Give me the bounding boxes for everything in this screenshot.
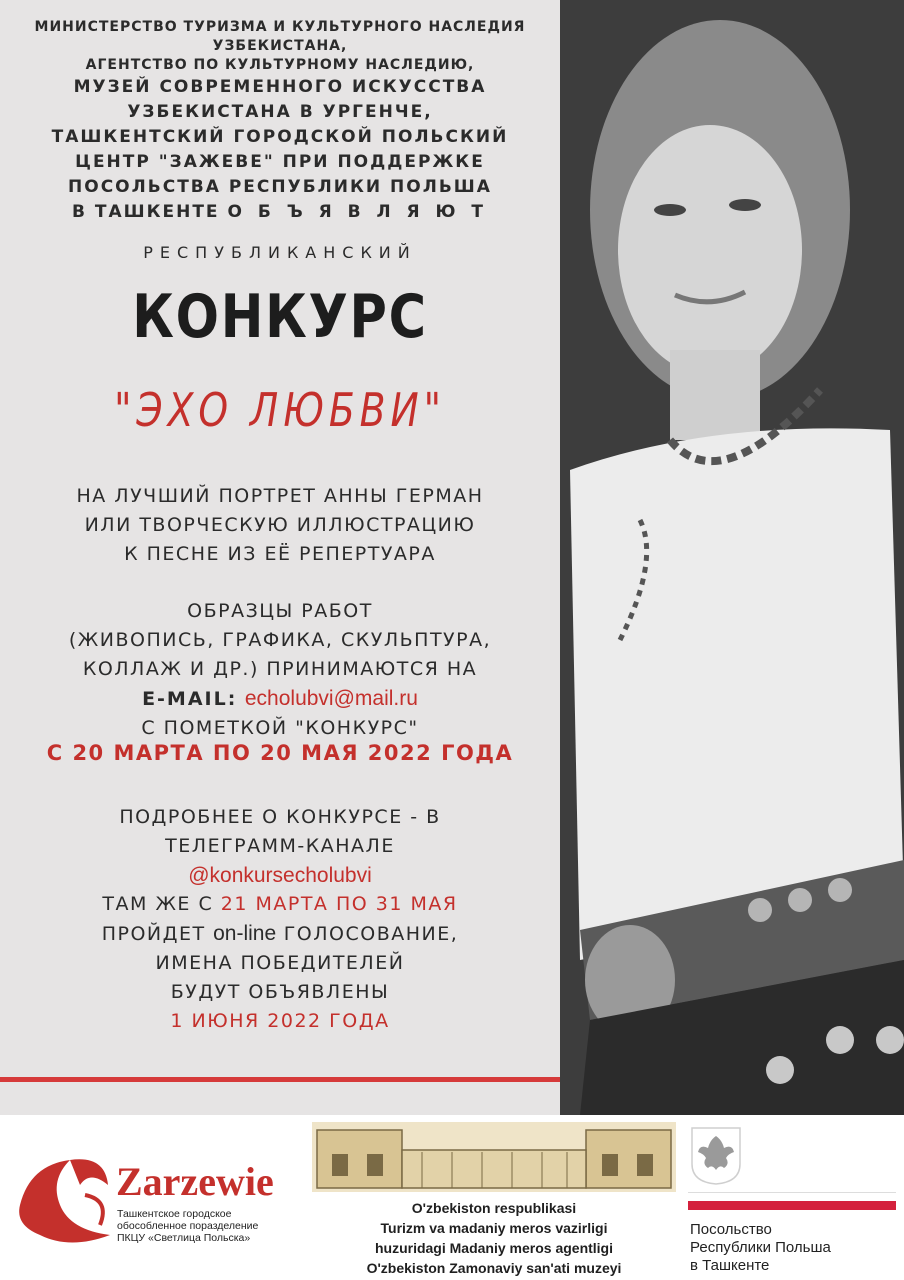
- zarzewie-desc-line: обособленное поразделение: [117, 1220, 259, 1232]
- embassy-line: в Ташкенте: [690, 1257, 770, 1274]
- museum-building-icon: [312, 1122, 676, 1192]
- voting-text: ПРОЙДЕТ: [101, 923, 214, 945]
- contest-description: [0, 482, 560, 569]
- lead-line: ИЛИ ТВОРЧЕСКУЮ ИЛЛЮСТРАЦИЮ: [84, 514, 476, 536]
- embassy-line: Посольство: [690, 1221, 772, 1238]
- museum-line: huzuridagi Madaniy meros agentligi: [374, 1240, 614, 1256]
- museum-line: O'zbekiston respublikasi: [411, 1200, 577, 1216]
- divider-line: [0, 1077, 560, 1082]
- voting-dates-line: [0, 890, 560, 919]
- more-info: [0, 803, 560, 1007]
- more-line: ПОДРОБНЕЕ О КОНКУРСЕ - В: [119, 806, 441, 828]
- voting-text: ГОЛОСОВАНИЕ,: [276, 923, 459, 945]
- more-line: ТЕЛЕГРАММ-КАНАЛЕ: [165, 835, 395, 857]
- embassy-line: Республики Польша: [690, 1239, 831, 1256]
- org-line: ПОСОЛЬСТВА РЕСПУБЛИКИ ПОЛЬША: [68, 177, 492, 197]
- contest-title: КОНКУРС: [132, 282, 428, 352]
- email-label: E-MAIL:: [142, 688, 238, 710]
- lead-line: К ПЕСНЕ ИЗ ЕЁ РЕПЕРТУАРА: [124, 543, 436, 565]
- lead-line: НА ЛУЧШИЙ ПОРТРЕТ АННЫ ГЕРМАН: [76, 485, 484, 507]
- mark-note: С ПОМЕТКОЙ "КОНКУРС": [141, 717, 419, 739]
- more-line: ИМЕНА ПОБЕДИТЕЛЕЙ: [155, 952, 405, 974]
- org-line: АГЕНТСТВО ПО КУЛЬТУРНОМУ НАСЛЕДИЮ,: [85, 57, 475, 73]
- submission-info: [0, 597, 560, 743]
- samples-line: КОЛЛАЖ И ДР.) ПРИНИМАЮТСЯ НА: [82, 658, 478, 680]
- zarzewie-desc-line: Ташкентское городское: [117, 1208, 232, 1220]
- email-line: [0, 684, 560, 714]
- winners-date: 1 ИЮНЯ 2022 ГОДА: [170, 1010, 390, 1032]
- announce-word: О Б Ъ Я В Л Я Ю Т: [227, 202, 489, 222]
- museum-line: O'zbekiston Zamonaviy san'ati muzeyi: [366, 1260, 622, 1276]
- kicker: РЕСПУБЛИКАНСКИЙ: [143, 243, 417, 262]
- more-line: БУДУТ ОБЪЯВЛЕНЫ: [170, 981, 390, 1003]
- org-line: В ТАШКЕНТЕ: [71, 202, 220, 222]
- org-line: МУЗЕЙ СОВРЕМЕННОГО ИСКУССТВА: [73, 77, 487, 97]
- voting-dates: 21 МАРТА ПО 31 МАЯ: [220, 893, 458, 915]
- polish-flag-red: [688, 1201, 896, 1210]
- org-line: ТАШКЕНТСКИЙ ГОРОДСКОЙ ПОЛЬСКИЙ: [51, 127, 509, 147]
- polish-eagle-icon: [688, 1124, 744, 1186]
- org-line: МИНИСТЕРСТВО ТУРИЗМА И КУЛЬТУРНОГО НАСЛЕДИЯ УЗБЕКИСТАНА,: [34, 19, 526, 54]
- voting-line: [0, 919, 560, 949]
- contest-subtitle: "ЭХО ЛЮБВИ": [114, 383, 446, 437]
- portrait-photo: [560, 0, 904, 1115]
- voting-prefix: ТАМ ЖЕ С: [102, 893, 221, 915]
- org-line: ЦЕНТР "ЗАЖЕВЕ" ПРИ ПОДДЕРЖКЕ: [75, 152, 485, 172]
- zarzewie-description: [117, 1208, 258, 1244]
- zarzewie-name: Zarzewie: [116, 1159, 274, 1204]
- telegram-link[interactable]: @konkursecholubvi: [188, 864, 372, 887]
- museum-caption: [312, 1198, 676, 1278]
- online-word: on-line: [213, 922, 277, 945]
- museum-line: Turizm va madaniy meros vazirligi: [380, 1220, 608, 1236]
- org-line: УЗБЕКИСТАНА В УРГЕНЧЕ,: [127, 102, 433, 122]
- email-link[interactable]: echolubvi@mail.ru: [244, 687, 418, 710]
- polish-flag-white: [688, 1192, 896, 1201]
- organizers-block: [0, 18, 560, 225]
- org-line-announce: [0, 200, 560, 225]
- samples-line: (ЖИВОПИСЬ, ГРАФИКА, СКУЛЬПТУРА,: [68, 629, 492, 651]
- embassy-caption: [690, 1221, 831, 1275]
- zarzewie-desc-line: ПКЦУ «Светлица Польска»: [117, 1232, 251, 1244]
- samples-line: ОБРАЗЦЫ РАБОТ: [187, 600, 373, 622]
- submission-dates: С 20 МАРТА ПО 20 МАЯ 2022 ГОДА: [46, 741, 514, 765]
